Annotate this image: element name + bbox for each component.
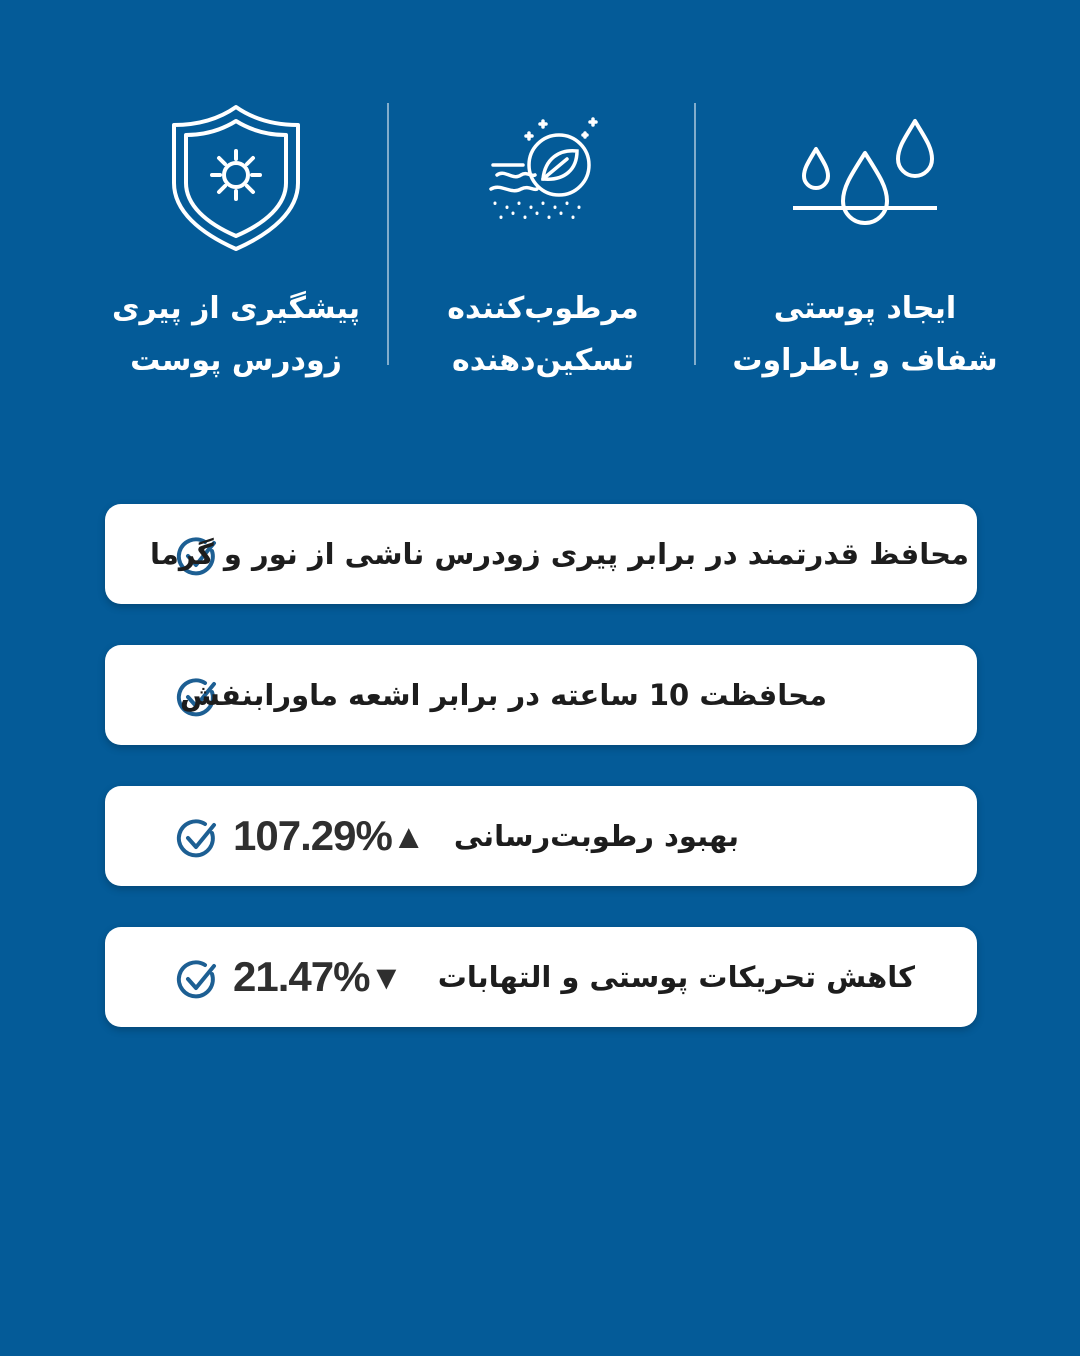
benefit-text: کاهش تحریکات پوستی و التهابات [437, 960, 915, 994]
stat-value: 107.29% [233, 812, 392, 859]
feature-label-line-2: شفاف و باطراوت [732, 343, 998, 378]
benefit-card [105, 927, 977, 1027]
features-row [0, 95, 1080, 385]
feature-label-line-1: پیشگیری از پیری [112, 291, 360, 326]
benefit-card [105, 504, 977, 604]
stat-value: 21.47% [233, 953, 370, 1000]
benefit-card [105, 786, 977, 886]
sun-shield-icon [166, 103, 306, 253]
feature-label-line-2: تسکین‌دهنده [452, 343, 634, 378]
water-drops-icon [785, 103, 945, 233]
feature-radiant-skin [705, 95, 1025, 385]
benefit-card [105, 645, 977, 745]
benefit-text: بهبود رطوبت‌رسانی [453, 819, 739, 853]
arrow-up-icon: ▲ [391, 818, 425, 856]
benefit-text: محافظت 10 ساعته در برابر اشعه ماورابنفش [179, 678, 827, 712]
feature-label-line-1: ایجاد پوستی [773, 291, 957, 326]
feature-label-line-2: زودرس پوست [130, 343, 342, 378]
humidity-stat [233, 786, 424, 886]
check-circle-icon [175, 958, 219, 1002]
arrow-down-icon: ▼ [369, 959, 403, 997]
benefit-text: محافظ قدرتمند در برابر پیری زودرس ناشی از نور و گرما [150, 537, 969, 571]
irritation-stat [233, 927, 402, 1027]
feature-moisturizing-soothing [383, 95, 703, 385]
soothing-leaf-icon [473, 103, 613, 233]
check-circle-icon [175, 817, 219, 861]
feature-label-line-1: مرطوب‌کننده [447, 291, 639, 326]
feature-anti-aging [76, 95, 396, 385]
